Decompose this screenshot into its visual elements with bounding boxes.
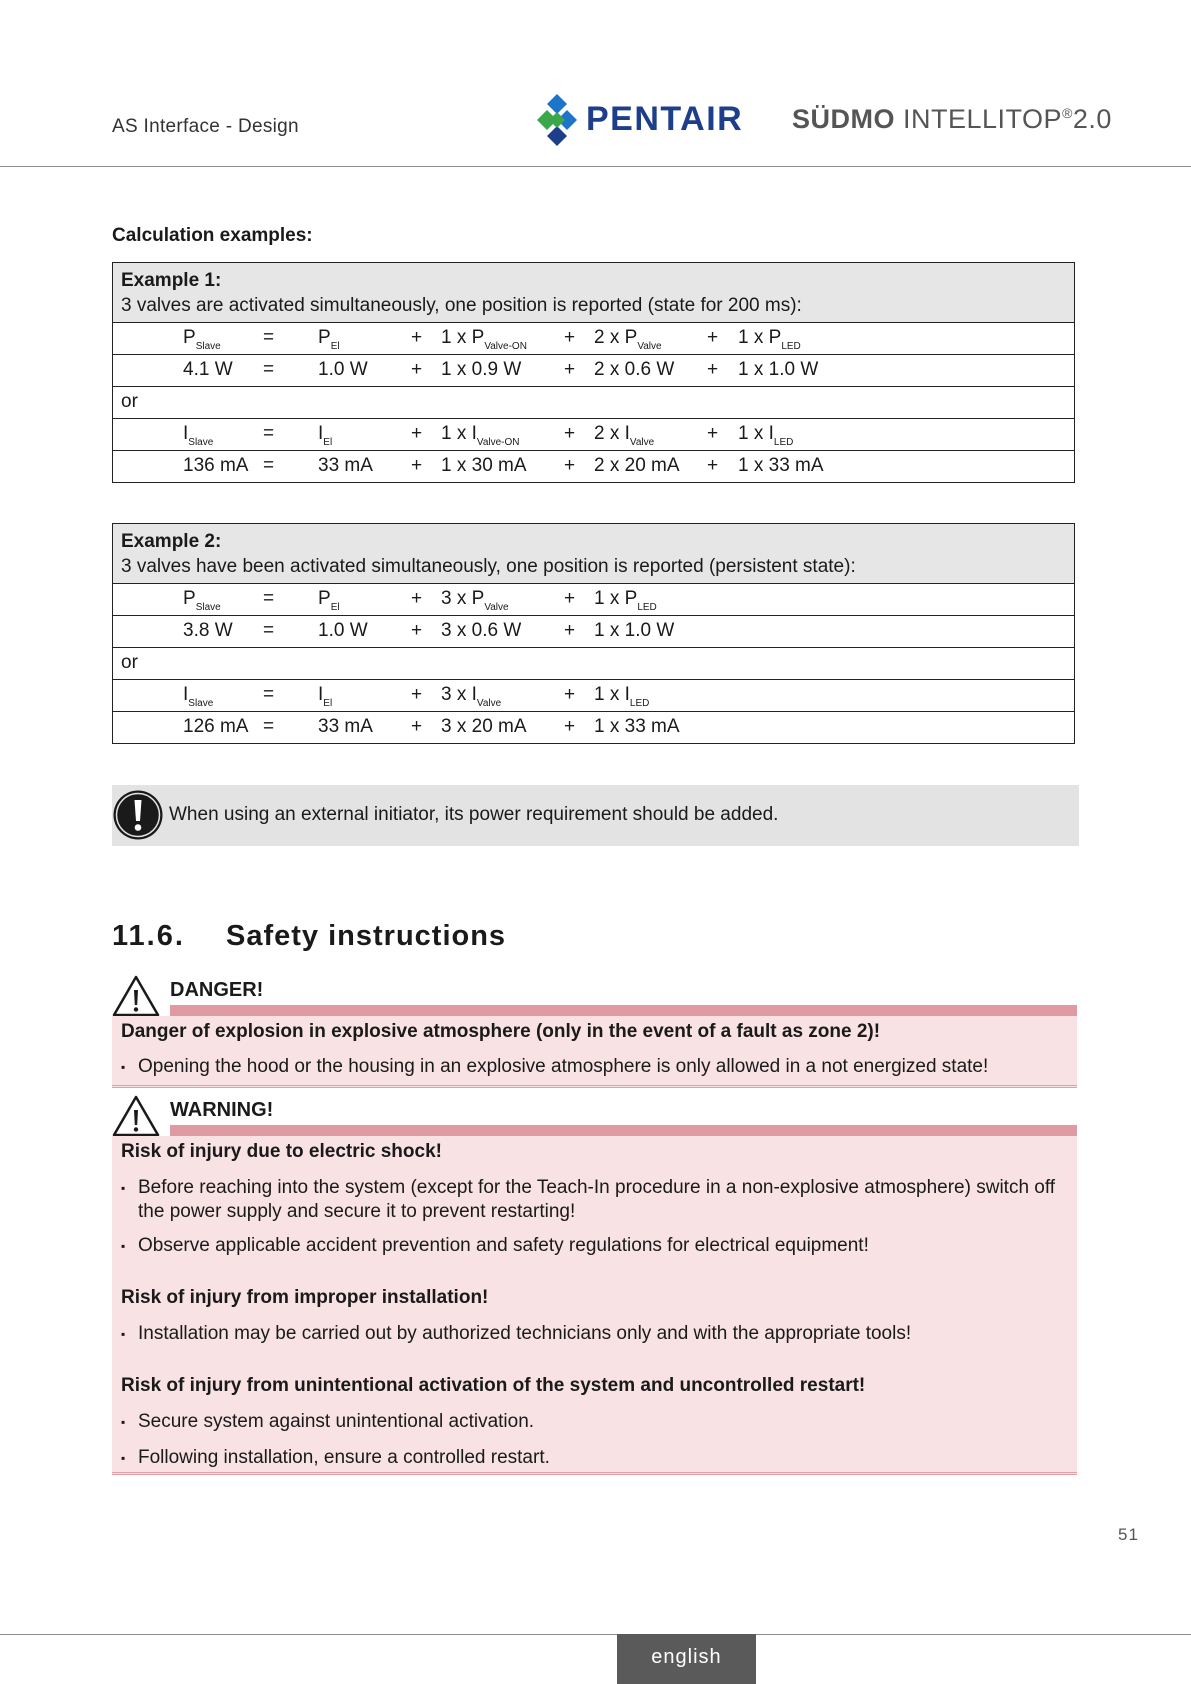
plus-sign: + <box>411 327 423 348</box>
plus-sign: + <box>564 359 576 380</box>
formula-term: 1 x $P_{Valve-ON}$ <box>441 327 527 352</box>
example-1-title: Example 1: <box>121 270 222 291</box>
example-2-power-formula-row <box>113 584 1074 616</box>
plus-sign: + <box>564 455 576 476</box>
example-2-power-values-row <box>113 616 1074 648</box>
bullet-icon: ▪ <box>121 1239 126 1253</box>
page-number: 51 <box>1118 1525 1139 1544</box>
formula-term: 1 x $P_{LED}$ <box>594 588 657 613</box>
bullet-icon: ▪ <box>121 1327 126 1341</box>
formula-term: 1 x $I_{LED}$ <box>738 423 794 448</box>
example-1-current-formula-row <box>113 419 1074 451</box>
formula-term: $I_{El}$ <box>318 423 333 448</box>
value-term: 3 x 0.6 W <box>441 620 522 641</box>
warning-heading-2: Risk of injury from improper installation! <box>121 1287 489 1308</box>
value-lhs: 126 mA <box>183 716 249 737</box>
example-1-power-values-row <box>113 355 1074 387</box>
or-label: or <box>121 652 138 673</box>
formula-term: 1 x $I_{LED}$ <box>594 684 650 709</box>
plus-sign: + <box>707 455 719 476</box>
danger-item: Opening the hood or the housing in an explosive atmosphere is only allowed in a not energized state! <box>138 1056 989 1077</box>
value-term: 1 x 0.9 W <box>441 359 522 380</box>
registered-mark: ® <box>1062 105 1073 121</box>
example-1-table <box>112 262 1075 483</box>
product-name <box>792 104 1112 135</box>
example-2-table <box>112 523 1075 744</box>
bullet-icon: ▪ <box>121 1451 126 1465</box>
plus-sign: + <box>411 588 423 609</box>
value-term: 33 mA <box>318 455 373 476</box>
danger-label: DANGER! <box>170 979 264 1001</box>
example-2-current-values-row <box>113 712 1074 743</box>
plus-sign: + <box>564 684 576 705</box>
value-term: 1 x 30 mA <box>441 455 527 476</box>
section-title: Safety instructions <box>226 920 507 952</box>
plus-sign: + <box>411 359 423 380</box>
plus-sign: + <box>564 716 576 737</box>
warning-item: Before reaching into the system (except for the Teach-In procedure in a non-explosive atmosphere) switch off <box>138 1177 1056 1198</box>
equals-sign: = <box>263 359 275 380</box>
formula-term: 2 x $I_{Valve}$ <box>594 423 655 448</box>
section-number: 11.6. <box>112 920 185 952</box>
example-2-or-row <box>113 648 1074 680</box>
product-name-part: SÜDMO <box>792 104 895 134</box>
brand-name: PENTAIR <box>586 100 744 138</box>
header-section-title: AS Interface - Design <box>112 116 299 137</box>
warning-heading-3: Risk of injury from unintentional activation of the system and uncontrolled restart! <box>121 1375 866 1396</box>
value-lhs: 3.8 W <box>183 620 233 641</box>
plus-sign: + <box>411 716 423 737</box>
plus-sign: + <box>411 455 423 476</box>
formula-term: 3 x $I_{Valve}$ <box>441 684 502 709</box>
danger-heading: Danger of explosion in explosive atmosphere (only in the event of a fault as zone 2)! <box>121 1021 881 1042</box>
formula-term: 1 x $I_{Valve-ON}$ <box>441 423 520 448</box>
example-1-desc: 3 valves are activated simultaneously, one position is reported (state for 200 ms): <box>121 295 802 316</box>
warning-item: Observe applicable accident prevention and safety regulations for electrical equipment! <box>138 1235 869 1256</box>
footer-divider <box>0 1634 1191 1635</box>
or-label: or <box>121 391 138 412</box>
plus-sign: + <box>564 327 576 348</box>
formula-lhs: $P_{Slave}$ <box>183 327 221 352</box>
exclamation-icon <box>112 789 164 841</box>
bullet-icon: ▪ <box>121 1415 126 1429</box>
example-1-header <box>113 263 1074 323</box>
warning-heading-1: Risk of injury due to electric shock! <box>121 1141 442 1162</box>
warning-triangle-icon <box>112 975 160 1017</box>
calc-title: Calculation examples: <box>112 225 313 246</box>
value-term: 33 mA <box>318 716 373 737</box>
formula-term: $P_{El}$ <box>318 588 340 613</box>
formula-term: $P_{El}$ <box>318 327 340 352</box>
formula-term: 2 x $P_{Valve}$ <box>594 327 662 352</box>
example-1-power-formula-row <box>113 323 1074 355</box>
formula-term: 1 x $P_{LED}$ <box>738 327 801 352</box>
warning-item: Following installation, ensure a controlled restart. <box>138 1447 550 1468</box>
plus-sign: + <box>411 620 423 641</box>
example-2-title: Example 2: <box>121 531 222 552</box>
value-lhs: 136 mA <box>183 455 249 476</box>
formula-lhs: $I_{Slave}$ <box>183 423 214 448</box>
equals-sign: = <box>263 684 275 705</box>
value-term: 2 x 0.6 W <box>594 359 675 380</box>
equals-sign: = <box>263 327 275 348</box>
example-2-header <box>113 524 1074 584</box>
bullet-icon: ▪ <box>121 1181 126 1195</box>
warning-item-continued: the power supply and secure it to prevent restarting! <box>138 1201 576 1222</box>
warning-item: Installation may be carried out by authorized technicians only and with the appropriate tools! <box>138 1323 912 1344</box>
value-term: 1 x 1.0 W <box>594 620 675 641</box>
value-term: 1 x 33 mA <box>594 716 680 737</box>
plus-sign: + <box>564 588 576 609</box>
formula-lhs: $I_{Slave}$ <box>183 684 214 709</box>
warning-label: WARNING! <box>170 1099 274 1121</box>
plus-sign: + <box>564 423 576 444</box>
value-term: 1 x 1.0 W <box>738 359 819 380</box>
warning-item: Secure system against unintentional activation. <box>138 1411 535 1432</box>
formula-term: $I_{El}$ <box>318 684 333 709</box>
example-1-or-row <box>113 387 1074 419</box>
danger-bar <box>170 1005 1077 1016</box>
value-term: 1 x 33 mA <box>738 455 824 476</box>
equals-sign: = <box>263 423 275 444</box>
plus-sign: + <box>564 620 576 641</box>
value-term: 1.0 W <box>318 620 368 641</box>
plus-sign: + <box>411 423 423 444</box>
plus-sign: + <box>707 327 719 348</box>
product-name-part: INTELLITOP <box>895 104 1063 134</box>
value-term: 2 x 20 mA <box>594 455 680 476</box>
equals-sign: = <box>263 620 275 641</box>
example-1-current-values-row <box>113 451 1074 482</box>
product-version: 2.0 <box>1072 104 1112 134</box>
plus-sign: + <box>707 423 719 444</box>
value-lhs: 4.1 W <box>183 359 233 380</box>
equals-sign: = <box>263 716 275 737</box>
example-2-desc: 3 valves have been activated simultaneously, one position is reported (persistent state): <box>121 556 856 577</box>
note-text: When using an external initiator, its power requirement should be added. <box>169 804 779 825</box>
warning-bar <box>170 1125 1077 1136</box>
formula-term: 3 x $P_{Valve}$ <box>441 588 509 613</box>
value-term: 3 x 20 mA <box>441 716 527 737</box>
language-tab: english <box>617 1634 756 1684</box>
warning-triangle-icon <box>112 1095 160 1137</box>
plus-sign: + <box>411 684 423 705</box>
plus-sign: + <box>707 359 719 380</box>
formula-lhs: $P_{Slave}$ <box>183 588 221 613</box>
header-divider <box>0 166 1191 167</box>
bullet-icon: ▪ <box>121 1060 126 1074</box>
equals-sign: = <box>263 588 275 609</box>
equals-sign: = <box>263 455 275 476</box>
value-term: 1.0 W <box>318 359 368 380</box>
example-2-current-formula-row <box>113 680 1074 712</box>
